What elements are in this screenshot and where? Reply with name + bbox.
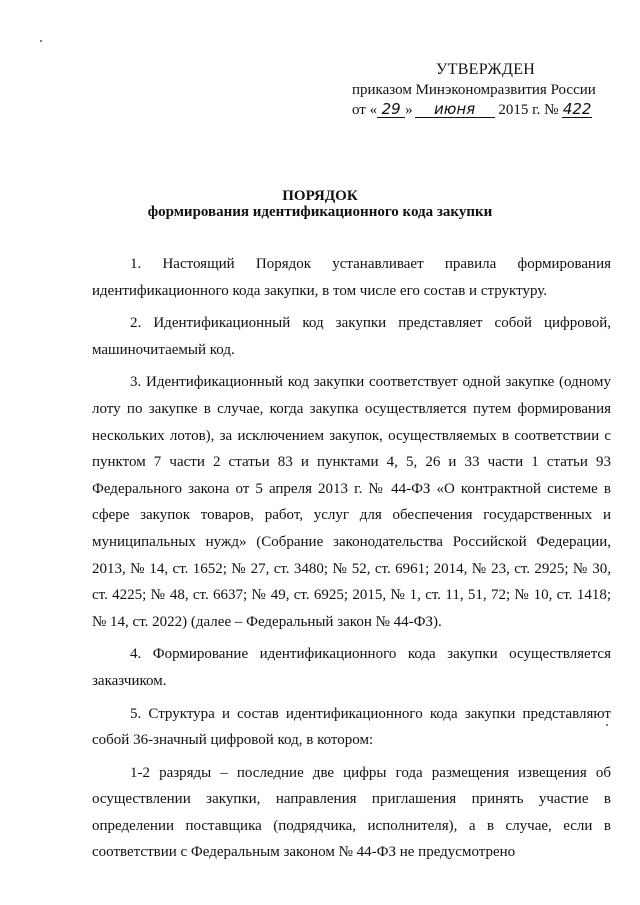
handwritten-day: 29 bbox=[377, 101, 405, 118]
year-text: 2015 г. № bbox=[498, 102, 559, 118]
document-subtitle: формирования идентификационного кода закупки bbox=[147, 204, 493, 220]
order-date-line bbox=[352, 100, 592, 120]
paragraph-2: 2. Идентификационный код закупки представляет собой цифровой, машиночитаемый код. bbox=[92, 315, 611, 358]
paragraph-3: 3. Идентификационный код закупки соответствует одной закупке (одному лоту по закупке в случае, когда закупка осуществляется путем формирования нескольких лотов), за исключением закупок, осуществляемых в соответствии с пунктом 7 части 2 статьи 83 и пунктами 4, 5, 26 и 33 части 1 статьи 93 Федерального закона от 5 апреля 2013 г. № 44-ФЗ «О контрактной системе в сфере закупок товаров, работ, услуг для обеспечения государственных и муниципальных нужд» (Собрание законодательства Российской Федерации, 2013, № 14, ст. 1652; № 27, ст. 3480; № 52, ст. 6961; 2014, № 23, ст. 2925; № 30, ст. 4225; № 48, ст. 6637; № 49, ст. 6925; 2015, № 1, ст. 11, 51, 72; № 10, ст. 1418; № 14, ст. 2022) (далее – Федеральный закон № 44-ФЗ). bbox=[92, 374, 611, 630]
handwritten-order-number: 422 bbox=[562, 100, 592, 118]
paragraph-6: 1-2 разряды – последние две цифры года размещения извещения об осуществлении закупки, направления приглашения принять участие в определении поставщика (подрядчика, исполнителя), а в случае, если в соответствии с Федеральным законом № 44-ФЗ не предусмотрено bbox=[92, 764, 611, 861]
scan-speck bbox=[40, 40, 42, 42]
paragraph-5: 5. Структура и состав идентификационного кода закупки представляют собой 36-значный цифровой код, в котором: bbox=[92, 705, 611, 749]
document-title: ПОРЯДОК bbox=[282, 188, 358, 204]
paragraph-1: 1. Настоящий Порядок устанавливает правила формирования идентификационного кода закупки, в том числе его состав и структуру. bbox=[92, 256, 611, 299]
order-line: приказом Минэкономразвития России bbox=[352, 82, 596, 98]
date-close-quote: » bbox=[405, 102, 413, 118]
document-body bbox=[92, 251, 611, 872]
paragraph-4: 4. Формирование идентификационного кода закупки осуществляется заказчиком. bbox=[92, 646, 611, 689]
date-prefix: от « bbox=[352, 102, 378, 118]
approved-label: УТВЕРЖДЕН bbox=[436, 61, 536, 78]
handwritten-month: июня bbox=[415, 101, 495, 118]
